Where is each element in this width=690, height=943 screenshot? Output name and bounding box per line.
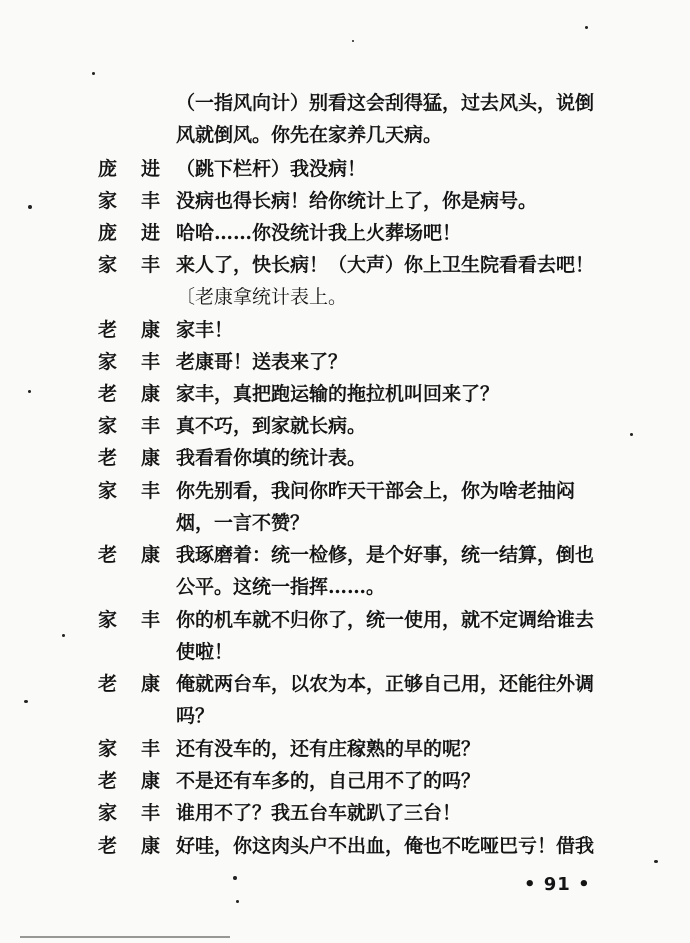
speaker-name-char: 丰 xyxy=(140,802,160,824)
speaker-name: 老 康 xyxy=(98,383,160,405)
speaker-name: 庞 进 xyxy=(98,158,160,180)
dialogue-line: 吗？ xyxy=(176,705,215,727)
page-number: • 91 • xyxy=(524,874,591,895)
stage-direction: 〔老康拿统计表上。 xyxy=(176,286,348,308)
dialogue-line: 谁用不了？我五台车就趴了三台！ xyxy=(176,802,462,824)
dialogue-line: 使啦！ xyxy=(176,641,234,663)
dialogue-line: 公平。这统一指挥……。 xyxy=(176,576,386,598)
speaker-name-char: 康 xyxy=(140,544,160,566)
scan-speck xyxy=(28,205,32,209)
speaker-name-char: 丰 xyxy=(140,609,160,631)
speaker-name-char: 康 xyxy=(140,673,160,695)
speaker-name-char: 康 xyxy=(140,770,160,792)
scan-speck xyxy=(24,700,28,703)
speaker-name-char: 康 xyxy=(140,447,160,469)
speaker-name: 家 丰 xyxy=(98,351,160,373)
scan-speck xyxy=(92,72,95,75)
speaker-name-char: 丰 xyxy=(140,480,160,502)
speaker-name-char: 丰 xyxy=(140,738,160,760)
scan-speck xyxy=(28,390,31,393)
dialogue-line: （一指风向计）别看这会刮得猛，过去风头，说倒 xyxy=(176,92,595,114)
speaker-name: 老 康 xyxy=(98,319,160,341)
scan-speck xyxy=(585,26,588,29)
dialogue-line: 好哇，你这肉头户不出血，俺也不吃哑巴亏！借我 xyxy=(176,835,595,857)
speaker-name: 家 丰 xyxy=(98,480,160,502)
speaker-name: 老 康 xyxy=(98,835,160,857)
dialogue-line: 我看看你填的统计表。 xyxy=(176,447,367,469)
speaker-name-char: 康 xyxy=(140,835,160,857)
dialogue-line: 不是还有车多的，自己用不了的吗？ xyxy=(176,770,481,792)
speaker-name: 老 康 xyxy=(98,673,160,695)
speaker-name-char: 康 xyxy=(140,319,160,341)
scan-speck xyxy=(62,634,65,637)
dialogue-line: 没病也得长病！给你统计上了，你是病号。 xyxy=(176,190,538,212)
dialogue-line: 你先别看，我问你昨天干部会上，你为啥老抽闷 xyxy=(176,480,576,502)
scan-edge-line xyxy=(20,936,230,938)
dialogue-line: 我琢磨着：统一检修，是个好事，统一结算，倒也 xyxy=(176,544,595,566)
dialogue-line: （跳下栏杆）我没病！ xyxy=(176,158,367,180)
scan-speck xyxy=(630,433,633,436)
dialogue-line: 俺就两台车，以农为本，正够自己用，还能往外调 xyxy=(176,673,595,695)
speaker-name: 庞 进 xyxy=(98,222,160,244)
speaker-name-char: 丰 xyxy=(140,254,160,276)
dialogue-line: 老康哥！送表来了？ xyxy=(176,351,348,373)
scan-speck xyxy=(236,900,239,903)
speaker-name-char: 丰 xyxy=(140,351,160,373)
dialogue-line: 哈哈……你没统计我上火葬场吧！ xyxy=(176,222,462,244)
dialogue-line: 烟，一言不赞？ xyxy=(176,512,310,534)
speaker-name: 家 丰 xyxy=(98,738,160,760)
speaker-name-char: 丰 xyxy=(140,190,160,212)
speaker-name-char: 丰 xyxy=(140,415,160,437)
speaker-name: 老 康 xyxy=(98,544,160,566)
scan-speck xyxy=(654,860,658,863)
scan-speck xyxy=(352,40,354,42)
speaker-name: 家 丰 xyxy=(98,190,160,212)
dialogue-line: 还有没车的，还有庄稼熟的早的呢？ xyxy=(176,738,481,760)
dialogue-line: 真不巧，到家就长病。 xyxy=(176,415,367,437)
speaker-name: 家 丰 xyxy=(98,254,160,276)
speaker-name: 家 丰 xyxy=(98,609,160,631)
speaker-name-char: 进 xyxy=(140,222,160,244)
dialogue-line: 来人了，快长病！（大声）你上卫生院看看去吧！ xyxy=(176,254,595,276)
speaker-name: 家 丰 xyxy=(98,415,160,437)
speaker-name-char: 进 xyxy=(140,158,160,180)
speaker-name: 家 丰 xyxy=(98,802,160,824)
speaker-name: 老 康 xyxy=(98,770,160,792)
dialogue-line: 你的机车就不归你了，统一使用，就不定调给谁去 xyxy=(176,609,595,631)
dialogue-line: 家丰，真把跑运输的拖拉机叫回来了？ xyxy=(176,383,500,405)
dialogue-line: 家丰！ xyxy=(176,319,234,341)
dialogue-line: 风就倒风。你先在家养几天病。 xyxy=(176,124,443,146)
speaker-name: 老 康 xyxy=(98,447,160,469)
scan-speck xyxy=(233,876,237,880)
speaker-name-char: 康 xyxy=(140,383,160,405)
